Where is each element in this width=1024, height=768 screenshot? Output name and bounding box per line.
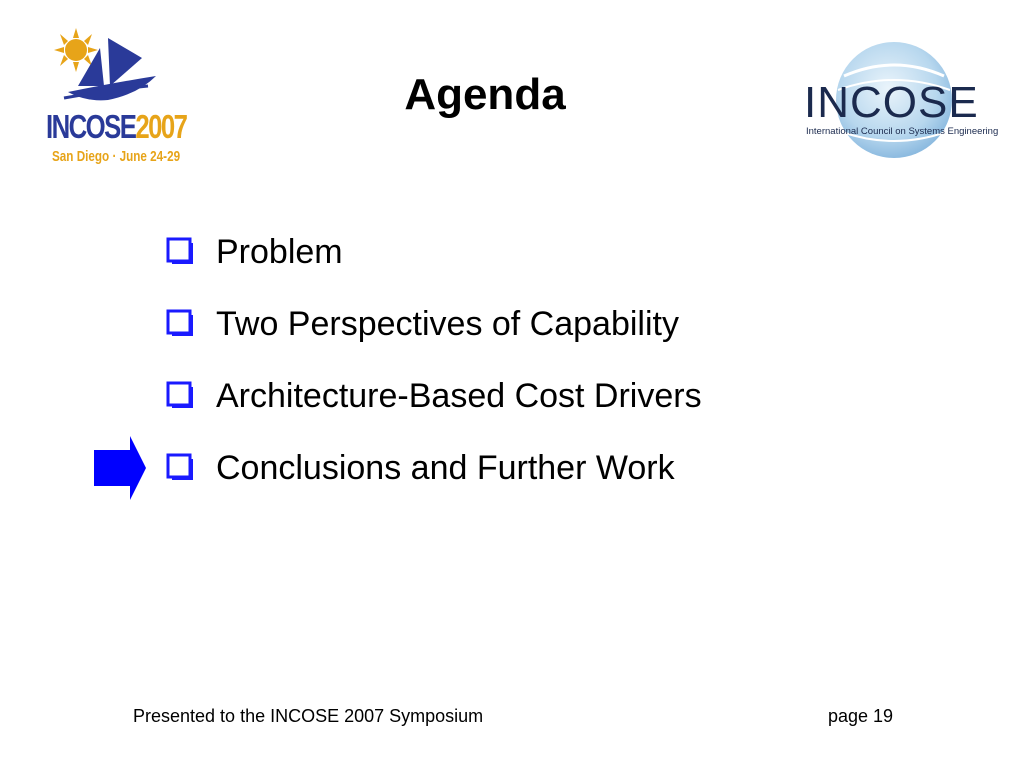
agenda-item [164, 444, 675, 492]
checkbox-bullet-icon [164, 237, 194, 267]
checkbox-bullet-icon [164, 381, 194, 411]
agenda-item-label: Two Perspectives of Capability [216, 304, 679, 343]
agenda-item [164, 300, 679, 348]
sailboat-sun-icon [38, 24, 188, 119]
page-number: page 19 [828, 706, 894, 726]
footer-presented: Presented to the INCOSE 2007 Symposium [133, 706, 484, 726]
agenda-item [164, 372, 702, 420]
agenda-item-label: Conclusions and Further Work [216, 448, 675, 487]
agenda-item-label: Architecture-Based Cost Drivers [216, 376, 702, 415]
logo-left-tagline: San Diego · June 24-29 [52, 148, 181, 165]
agenda-item-label: Problem [216, 232, 343, 271]
logo-right-tagline: International Council on Systems Engineering [806, 126, 999, 137]
incose-logo [800, 40, 999, 160]
incose-2007-logo [38, 24, 188, 184]
checkbox-bullet-icon [164, 309, 194, 339]
logo-left-wordmark: INCOSE2007 [46, 108, 187, 145]
slide-title: Agenda [404, 70, 566, 119]
agenda-item [164, 228, 343, 276]
current-section-arrow-icon [92, 434, 148, 502]
checkbox-bullet-icon [164, 453, 194, 483]
logo-right-wordmark: INCOSE [804, 78, 979, 127]
